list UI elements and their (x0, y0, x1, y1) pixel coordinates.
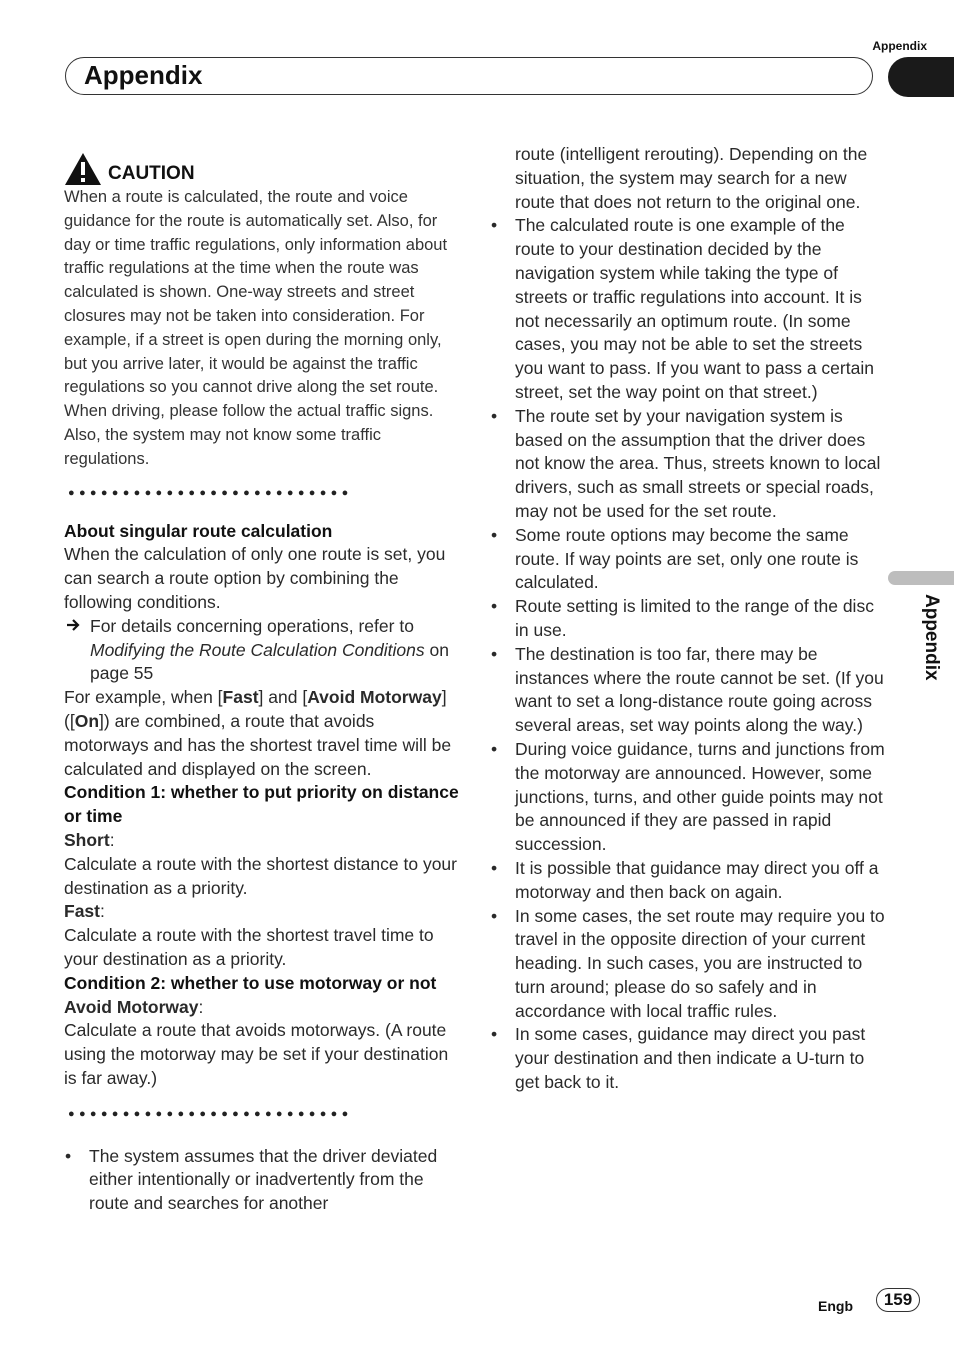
reference-item (64, 615, 459, 686)
list-item: • Route setting is limited to the range of the disc in use. (490, 595, 885, 643)
short-description: Calculate a route with the shortest distance to your destination as a priority. (64, 853, 457, 898)
section-heading: About singular route calculation (64, 520, 333, 541)
left-column (64, 152, 459, 1216)
reference-page: on page 55 (90, 639, 449, 684)
side-tab (888, 571, 954, 585)
arrow-right-icon (64, 615, 90, 686)
bullet-icon: • (491, 405, 498, 426)
bullet-icon: • (491, 1024, 498, 1045)
list-item: • It is possible that guidance may direct you off a motorway and then back on again. (490, 857, 885, 905)
bullet-icon: • (491, 857, 498, 878)
condition-2-heading: Condition 2: whether to use motorway or not (64, 972, 437, 993)
bullet-list (490, 214, 885, 1094)
list-item: • The destination is too far, there may be instances where the route cannot be set. (If you want to set a long-distance route going across several areas, set way points along the way.) (490, 643, 885, 738)
list-item: • The calculated route is one example of the route to your destination decided by the navigation system while taking the type of streets or traffic regulations into account. It is not necessarily an optimum route. (In some cases, you may not be able to set the streets you want to pass. If you want to pass a certain street, set the way point on that street.) (490, 214, 885, 404)
list-item: • The route set by your navigation system is based on the assumption that the driver does not know the area. Thus, streets known to local drivers, such as small streets or special roads, may not be used for the set route. (490, 405, 885, 524)
bullet-icon: • (491, 738, 498, 759)
reference-link[interactable]: Modifying the Route Calculation Conditions (90, 639, 425, 660)
header-tab (888, 57, 954, 97)
bullet-icon: • (491, 524, 498, 545)
list-item: • The system assumes that the driver deviated either intentionally or inadvertently from the route and searches for another (64, 1145, 459, 1216)
reference-text: For details concerning operations, refer to (90, 615, 414, 636)
condition-1-heading: Condition 1: whether to put priority on distance or time (64, 782, 459, 827)
fast-description: Calculate a route with the shortest travel time to your destination as a priority. (64, 925, 434, 969)
example-paragraph: For example, when [Fast] and [Avoid Motorway] ([On]) are combined, a route that avoids motorways and has the shortest travel time will be calculated and displayed on the screen. (64, 687, 452, 779)
bullet-icon: • (491, 596, 498, 617)
bullet-icon: • (491, 215, 498, 236)
page-title: Appendix (84, 60, 203, 90)
bullet-icon: • (491, 643, 498, 664)
list-item: • During voice guidance, turns and junctions from the motorway are announced. However, some junctions, turns, and other guide points may not be announced if they are passed in rapid succession. (490, 738, 885, 857)
fast-label: Fast: (64, 901, 105, 922)
intro-paragraph: When the calculation of only one route is set, you can search a route option by combining the following conditions. (64, 544, 446, 612)
side-tab-label: Appendix (921, 594, 942, 681)
avoid-description: Calculate a route that avoids motorways. (A route using the motorway may be set if your destination is far away.) (64, 1020, 449, 1088)
caution-heading (64, 152, 459, 186)
list-item: • Some route options may become the same route. If way points are set, only one route is calculated. (490, 524, 885, 595)
dot-separator: ●●●●●●●●●●●●●●●●●●●●●●●●●● (68, 1107, 353, 1120)
running-header: Appendix (872, 39, 927, 53)
right-column (490, 143, 885, 1095)
list-item-continuation: route (intelligent rerouting). Depending on the situation, the system may search for a new route that does not return to the original one. (515, 144, 868, 212)
avoid-label: Avoid Motorway: (64, 996, 204, 1017)
bullet-icon: • (65, 1145, 72, 1166)
page-number: 159 (876, 1288, 920, 1312)
caution-label: CAUTION (108, 163, 195, 185)
dot-separator: ●●●●●●●●●●●●●●●●●●●●●●●●●● (68, 486, 353, 499)
caution-text: When a route is calculated, the route and voice guidance for the route is automatically set. Also, for day or time traffic regulations, only information about traffic regulations at the time when the route was calculated is shown. One-way streets and street closures may not be taken into consideration. For example, if a street is open during the morning only, but you arrive later, it would be against the traffic regulations so you cannot drive along the set route. When driving, please follow the actual traffic signs. Also, the system may not know some traffic regulations. (64, 188, 448, 468)
bullet-icon: • (491, 905, 498, 926)
list-item: • In some cases, guidance may direct you past your destination and then indicate a U-turn to get back to it. (490, 1023, 885, 1094)
warning-triangle-icon (64, 152, 102, 186)
short-label: Short: (64, 829, 115, 850)
list-item: • In some cases, the set route may require you to travel in the opposite direction of your current heading. In such cases, you are instructed to turn around; please do so safely and in accordance with local traffic rules. (490, 905, 885, 1024)
footer-language: Engb (818, 1298, 853, 1314)
